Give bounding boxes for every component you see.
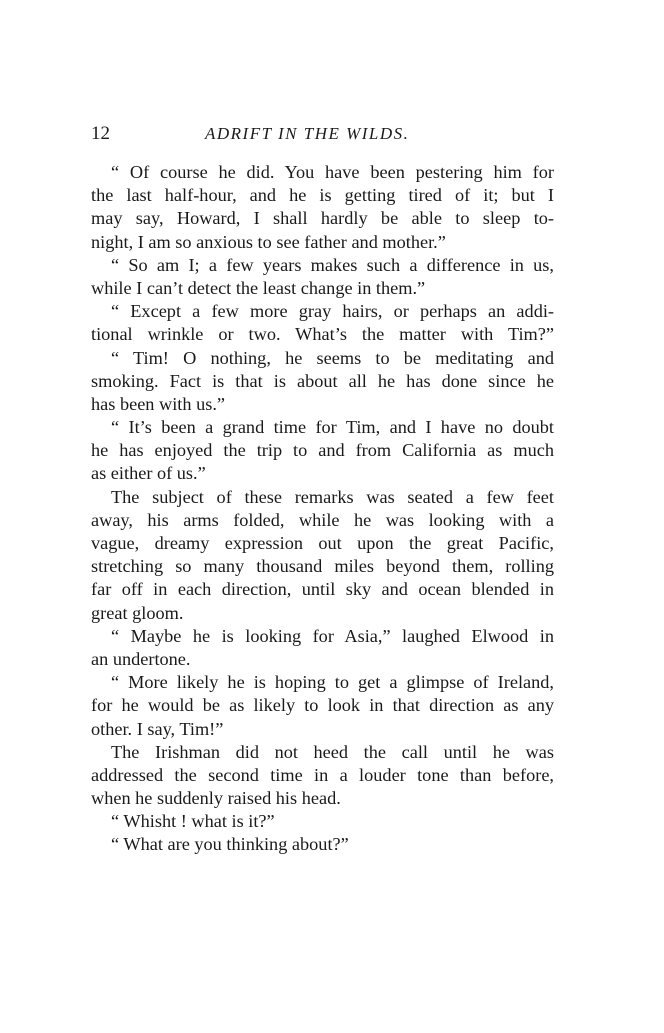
text-line: for he would be as likely to look in that direction as any [91, 695, 554, 716]
text-line: smoking. Fact is that is about all he has done since he [91, 370, 554, 391]
text-line: “ Except a few more gray hairs, or perhaps an addi- [111, 301, 554, 322]
page-header [91, 122, 554, 146]
text-line: “ It’s been a grand time for Tim, and I have no doubt [111, 417, 554, 438]
body-text [91, 161, 554, 857]
text-line: far off in each direction, until sky and ocean blended in [91, 579, 554, 600]
text-line: addressed the second time in a louder tone than before, [91, 764, 554, 785]
text-line: night, I am so anxious to see father and mother.” [91, 231, 446, 252]
text-line: “ Maybe he is looking for Asia,” laughed Elwood in [111, 625, 554, 646]
text-line: has been with us.” [91, 393, 226, 414]
text-line: when he suddenly raised his head. [91, 788, 341, 809]
text-line: “ More likely he is hoping to get a glimpse of Ireland, [111, 672, 554, 693]
running-head: ADRIFT IN THE WILDS. [205, 124, 410, 143]
text-line: away, his arms folded, while he was looking with a [91, 509, 554, 530]
page-number: 12 [91, 123, 110, 144]
text-line: stretching so many thousand miles beyond them, rolling [91, 556, 554, 577]
text-line: tional wrinkle or two. What’s the matter with Tim?” [91, 324, 554, 345]
text-line: The Irishman did not heed the call until he was [111, 741, 554, 762]
text-line: may say, Howard, I shall hardly be able to sleep to- [91, 208, 554, 229]
text-line: “ So am I; a few years makes such a difference in us, [111, 254, 554, 275]
text-line: the last half-hour, and he is getting tired of it; but I [91, 185, 554, 206]
text-line: other. I say, Tim!” [91, 718, 224, 739]
text-line: The subject of these remarks was seated a few feet [111, 486, 554, 507]
text-line: vague, dreamy expression out upon the great Pacific, [91, 533, 554, 553]
text-line: he has enjoyed the trip to and from California as much [91, 440, 554, 461]
text-line: as either of us.” [91, 463, 206, 484]
text-line: while I can’t detect the least change in them.” [91, 277, 426, 298]
text-line: “ Whisht ! what is it?” [111, 811, 275, 832]
text-line: “ Tim! O nothing, he seems to be meditating and [111, 347, 554, 368]
text-line: “ What are you thinking about?” [111, 834, 349, 855]
text-line: “ Of course he did. You have been pestering him for [111, 162, 554, 182]
text-line: great gloom. [91, 602, 184, 623]
text-line: an undertone. [91, 648, 191, 669]
